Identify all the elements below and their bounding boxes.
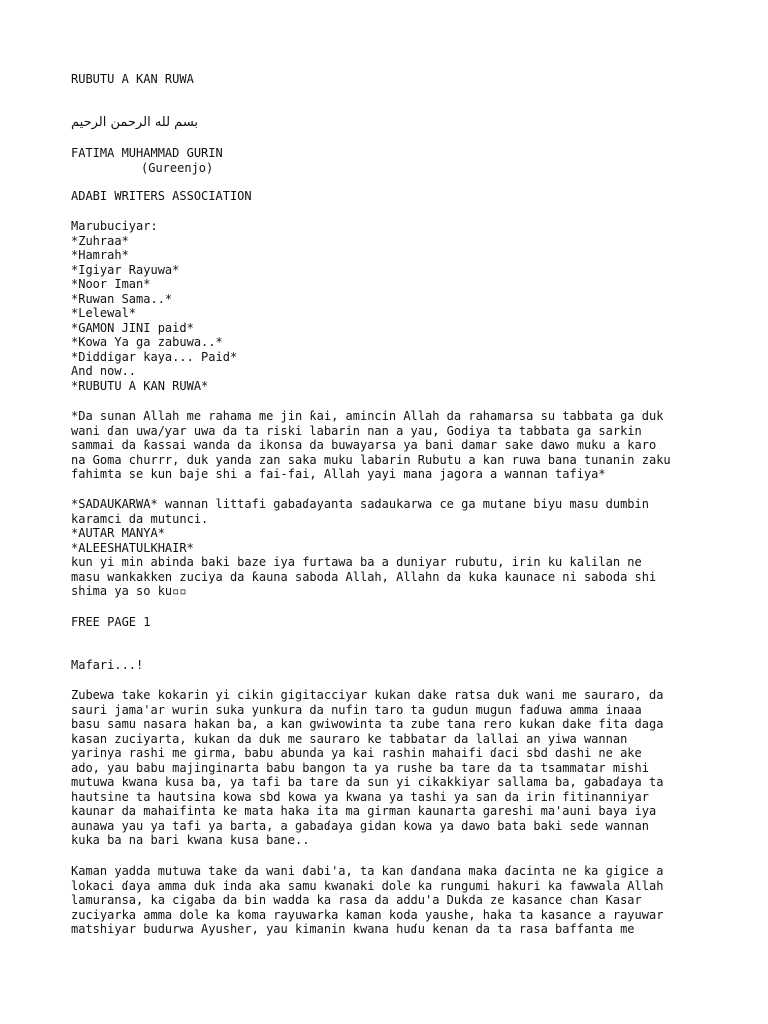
author-alias: (Gureenjo) (141, 160, 214, 175)
works-item: *Hamrah* (71, 248, 129, 262)
paragraph-line: zuciyarka amma dole ka koma rayuwarka kaman koda yaushe, haka ta kasance a rayuwar (71, 907, 664, 922)
works-item: And now.. (71, 364, 137, 378)
paragraph-line: Zubewa take kokarin yi cikin gigitacciyar kukan dake ratsa duk wani me sauraro, da (71, 688, 664, 702)
paragraph-line: aunawa yau ya tafi ya barta, a gabaɗaya gidan kowa ya dawo bata baki sede wannan (71, 818, 649, 833)
title-text: RUBUTU A KAN RUWA (71, 72, 194, 86)
document-title (71, 72, 751, 87)
free-page-text: FREE PAGE 1 (71, 615, 151, 629)
paragraph-line: kuka ba na bari kwana kusa bane.. (71, 833, 310, 847)
paragraph-line: na Goma churrr, duk yanda zan saka muku labarin Rubutu a kan ruwa bana tunanin zaku (71, 452, 671, 467)
paragraph-line: *ALEESHATULKHAIR* (71, 540, 194, 555)
paragraph-line: hautsine ta hautsina kowa sbd kowa ya kwana ya tashi ya san da irin fitinanniyar (71, 789, 649, 804)
intro-paragraph (71, 409, 751, 482)
section-heading (71, 658, 751, 673)
paragraph-line: kun yi min abinda baki baze iya furtawa ba a duniyar rubutu, irin ku kalilan ne (71, 555, 642, 569)
bismillah-line (71, 115, 751, 131)
story-paragraph-2 (71, 864, 751, 937)
works-item: *Ruwan Sama..* (71, 291, 173, 306)
paragraph-line: kasan zuciyarta, kukan da duk me sauraro ke tabbatar da lallai an yiwa wannan (71, 731, 628, 746)
paragraph-line: matshiyar budurwa Ayusher, yau kimanin kwana huɗu kenan da ta rasa baffanta me (71, 922, 635, 936)
association-name: ADABI WRITERS ASSOCIATION (71, 189, 252, 203)
paragraph-line: shima ya so ku▫▫ (71, 584, 187, 598)
paragraph-line: wani ɗan uwa/ƴar uwa da ta riski labarin nan a yau, Godiya ta tabbata ga sarkin (71, 423, 642, 438)
section-heading-text: Mafari...! (71, 658, 144, 672)
association-block (71, 189, 751, 204)
paragraph-line: Kaman yadda mutuwa take da wani ɗabi'a, ta kan ɗanɗana maka ɗacinta ne ka gigice a (71, 864, 664, 878)
paragraph-line: lokaci ɗaya amma duk inda aka samu kwanaki dole ka rungumi hakuri ka fawwala Allah (71, 878, 664, 893)
paragraph-line: *SADAUKARWA* wannan littafi gabaɗayanta sadaukarwa ce ga mutane biyu masu dumbin (71, 497, 649, 511)
author-block (71, 146, 751, 175)
paragraph-line: sammai da ƙassai wanda da ikonsa da buwayarsa ya bani damar sake dawo muku a karo (71, 438, 657, 452)
paragraph-line: *Da sunan Allah me rahama me jin ƙai, amincin Allah da rahamarsa su tabbata ga duk (71, 409, 664, 423)
works-item: *Diddigar kaya... Paid* (71, 349, 238, 364)
works-item: *RUBUTU A KAN RUWA* (71, 378, 209, 393)
works-item: *Kowa Ya ga zabuwa..* (71, 335, 223, 349)
works-item: *Igiyar Rayuwa* (71, 262, 180, 277)
works-heading: Marubuciyar: (71, 219, 158, 233)
works-item: *Noor Iman* (71, 277, 151, 291)
paragraph-line: mutuwa kwana kusa ba, ya tafi ba tare da sun yi cikakkiyar sallama ba, gabaɗaya ta (71, 775, 664, 789)
works-item: *Zuhraa* (71, 233, 129, 248)
paragraph-line: karamci da mutunci. (71, 511, 209, 526)
dedication-paragraph (71, 497, 751, 599)
bismillah-text: بسم لله الرحمن الرحيم (71, 115, 199, 130)
story-paragraph-1 (71, 688, 751, 848)
paragraph-line: fahimta se kun baje shi a fai-fai, Allah yayi mana jagora a wannan tafiya* (71, 467, 606, 481)
works-item: *Lelewal* (71, 306, 137, 320)
works-item: *GAMON JINI paid* (71, 320, 194, 335)
paragraph-line: ado, yau babu majinginarta babu bangon ta ya rushe ba tare da ta tsammatar mishi (71, 760, 649, 775)
works-list (71, 219, 751, 393)
paragraph-line: lamuransa, ka cigaba da bin wadda ka rasa da addu'a Dukda ze kasance chan Kasar (71, 893, 642, 907)
paragraph-line: yarinya rashi me girma, babu abunda ya kai rashin mahaifi ɗaci sbd dashi ne ake (71, 746, 642, 760)
paragraph-line: kaunar da mahaifinta ke mata haka ita ma girman kaunarta gareshi ma'auni baya iya (71, 804, 657, 818)
paragraph-line: *AUTAR MANYA* (71, 526, 165, 540)
free-page-label (71, 615, 751, 630)
paragraph-line: basu samu nasara hakan ba, a kan gwiwowinta ta zube tana rero kukan dake fita daga (71, 717, 664, 731)
author-name: FATIMA MUHAMMAD GURIN (71, 146, 223, 160)
paragraph-line: masu wankakken zuciya da ƙauna saboda Allah, Allahn da kuka kaunace ni saboda shi (71, 569, 657, 584)
paragraph-line: sauri jama'ar wurin suka yunkura da nufin taro ta gudun mugun faɗuwa amma inaaa (71, 702, 642, 717)
